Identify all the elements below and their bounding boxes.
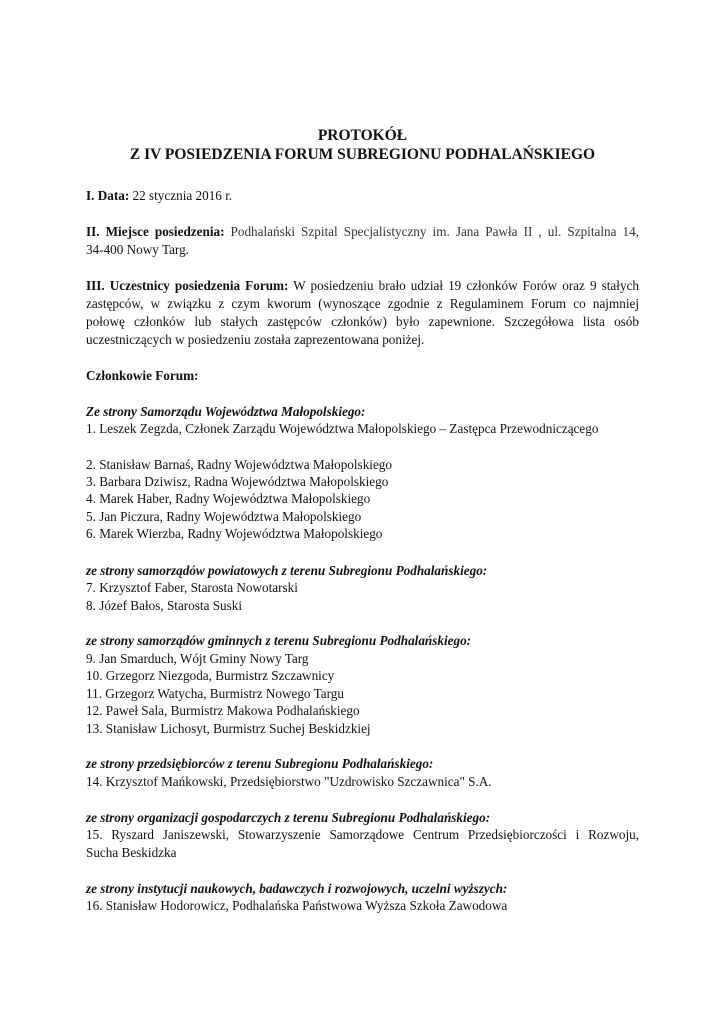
participants-label: III. Uczestnicy posiedzenia Forum: — [86, 278, 289, 293]
list-item: 3. Barbara Dziwisz, Radna Województwa Małopolskiego — [86, 474, 389, 489]
place-line-2: 34-400 Nowy Targ. — [86, 242, 189, 257]
group-heading-entrepreneurs: ze strony przedsiębiorców z terenu Subregionu Podhalańskiego: — [86, 756, 434, 771]
title-session: Z IV POSIEDZENIA FORUM SUBREGIONU PODHALAŃSKIEGO — [129, 146, 596, 163]
list-item: 14. Krzysztof Mańkowski, Przedsiębiorstwo "Uzdrowisko Szczawnica" S.A. — [86, 774, 492, 789]
list-item: 4. Marek Haber, Radny Województwa Małopolskiego — [86, 491, 371, 506]
list-item: 15. Ryszard Janiszewski, Stowarzyszenie Samorządowe Centrum Przedsiębiorczości i Rozwoju, — [86, 827, 639, 842]
date-section — [86, 187, 639, 205]
title-protocol: PROTOKÓŁ — [317, 127, 408, 144]
list-item-continuation: Sucha Beskidzka — [86, 845, 177, 860]
participants-line-2: zastępców, w związku z czym kworum (wynoszące zgodnie z Regulaminem Forum co najmniej — [86, 296, 639, 311]
list-item: 10. Grzegorz Niezgoda, Burmistrz Szczawnicy — [86, 668, 335, 683]
place-line-1 — [86, 223, 639, 241]
group-heading-county: ze strony samorządów powiatowych z terenu Subregionu Podhalańskiego: — [86, 563, 488, 578]
group-heading-voivodeship: Ze strony Samorządu Województwa Małopolskiego: — [86, 404, 366, 419]
list-item: 1. Leszek Zegzda, Członek Zarządu Województwa Małopolskiego – Zastępca Przewodniczącego — [86, 421, 599, 436]
place-label: II. Miejsce posiedzenia: — [86, 224, 225, 239]
group-heading-business-orgs: ze strony organizacji gospodarczych z terenu Subregionu Podhalańskiego: — [86, 810, 491, 825]
list-item: 2. Stanisław Barnaś, Radny Województwa Małopolskiego — [86, 457, 392, 472]
list-item: 13. Stanisław Lichosyt, Burmistrz Suchej Beskidzkiej — [86, 721, 371, 736]
list-item: 8. Józef Bałos, Starosta Suski — [86, 598, 243, 613]
list-item: 5. Jan Piczura, Radny Województwa Małopolskiego — [86, 509, 362, 524]
list-item: 7. Krzysztof Faber, Starosta Nowotarski — [86, 580, 298, 595]
participants-line-3: połowę członków lub stałych zastępców członków) było zapewnione. Szczegółowa lista osób — [86, 314, 639, 329]
group-heading-academic: ze strony instytucji naukowych, badawczych i rozwojowych, uczelni wyższych: — [86, 881, 508, 896]
participants-line-4: uczestniczących w posiedzeniu została zaprezentowana poniżej. — [86, 332, 425, 347]
members-heading: Członkowie Forum: — [86, 368, 199, 383]
group-heading-municipal: ze strony samorządów gminnych z terenu Subregionu Podhalańskiego: — [86, 633, 472, 648]
participants-line-1 — [86, 277, 639, 295]
place-address: Podhalański Szpital Specjalistyczny im. Jana Pawła II , ul. Szpitalna 14, — [230, 224, 640, 239]
list-item: 16. Stanisław Hodorowicz, Podhalańska Państwowa Wyższa Szkoła Zawodowa — [86, 898, 508, 913]
date-value: 22 stycznia 2016 r. — [132, 188, 233, 203]
list-item: 12. Paweł Sala, Burmistrz Makowa Podhalańskiego — [86, 703, 360, 718]
list-item: 9. Jan Smarduch, Wójt Gminy Nowy Targ — [86, 651, 309, 666]
date-label: I. Data: — [86, 188, 130, 203]
participants-text-1: W posiedzeniu brało udział 19 członków Forów oraz 9 stałych — [293, 278, 639, 293]
list-item: 6. Marek Wierzba, Radny Województwa Małopolskiego — [86, 526, 383, 541]
list-item: 11. Grzegorz Watycha, Burmistrz Nowego Targu — [86, 686, 344, 701]
